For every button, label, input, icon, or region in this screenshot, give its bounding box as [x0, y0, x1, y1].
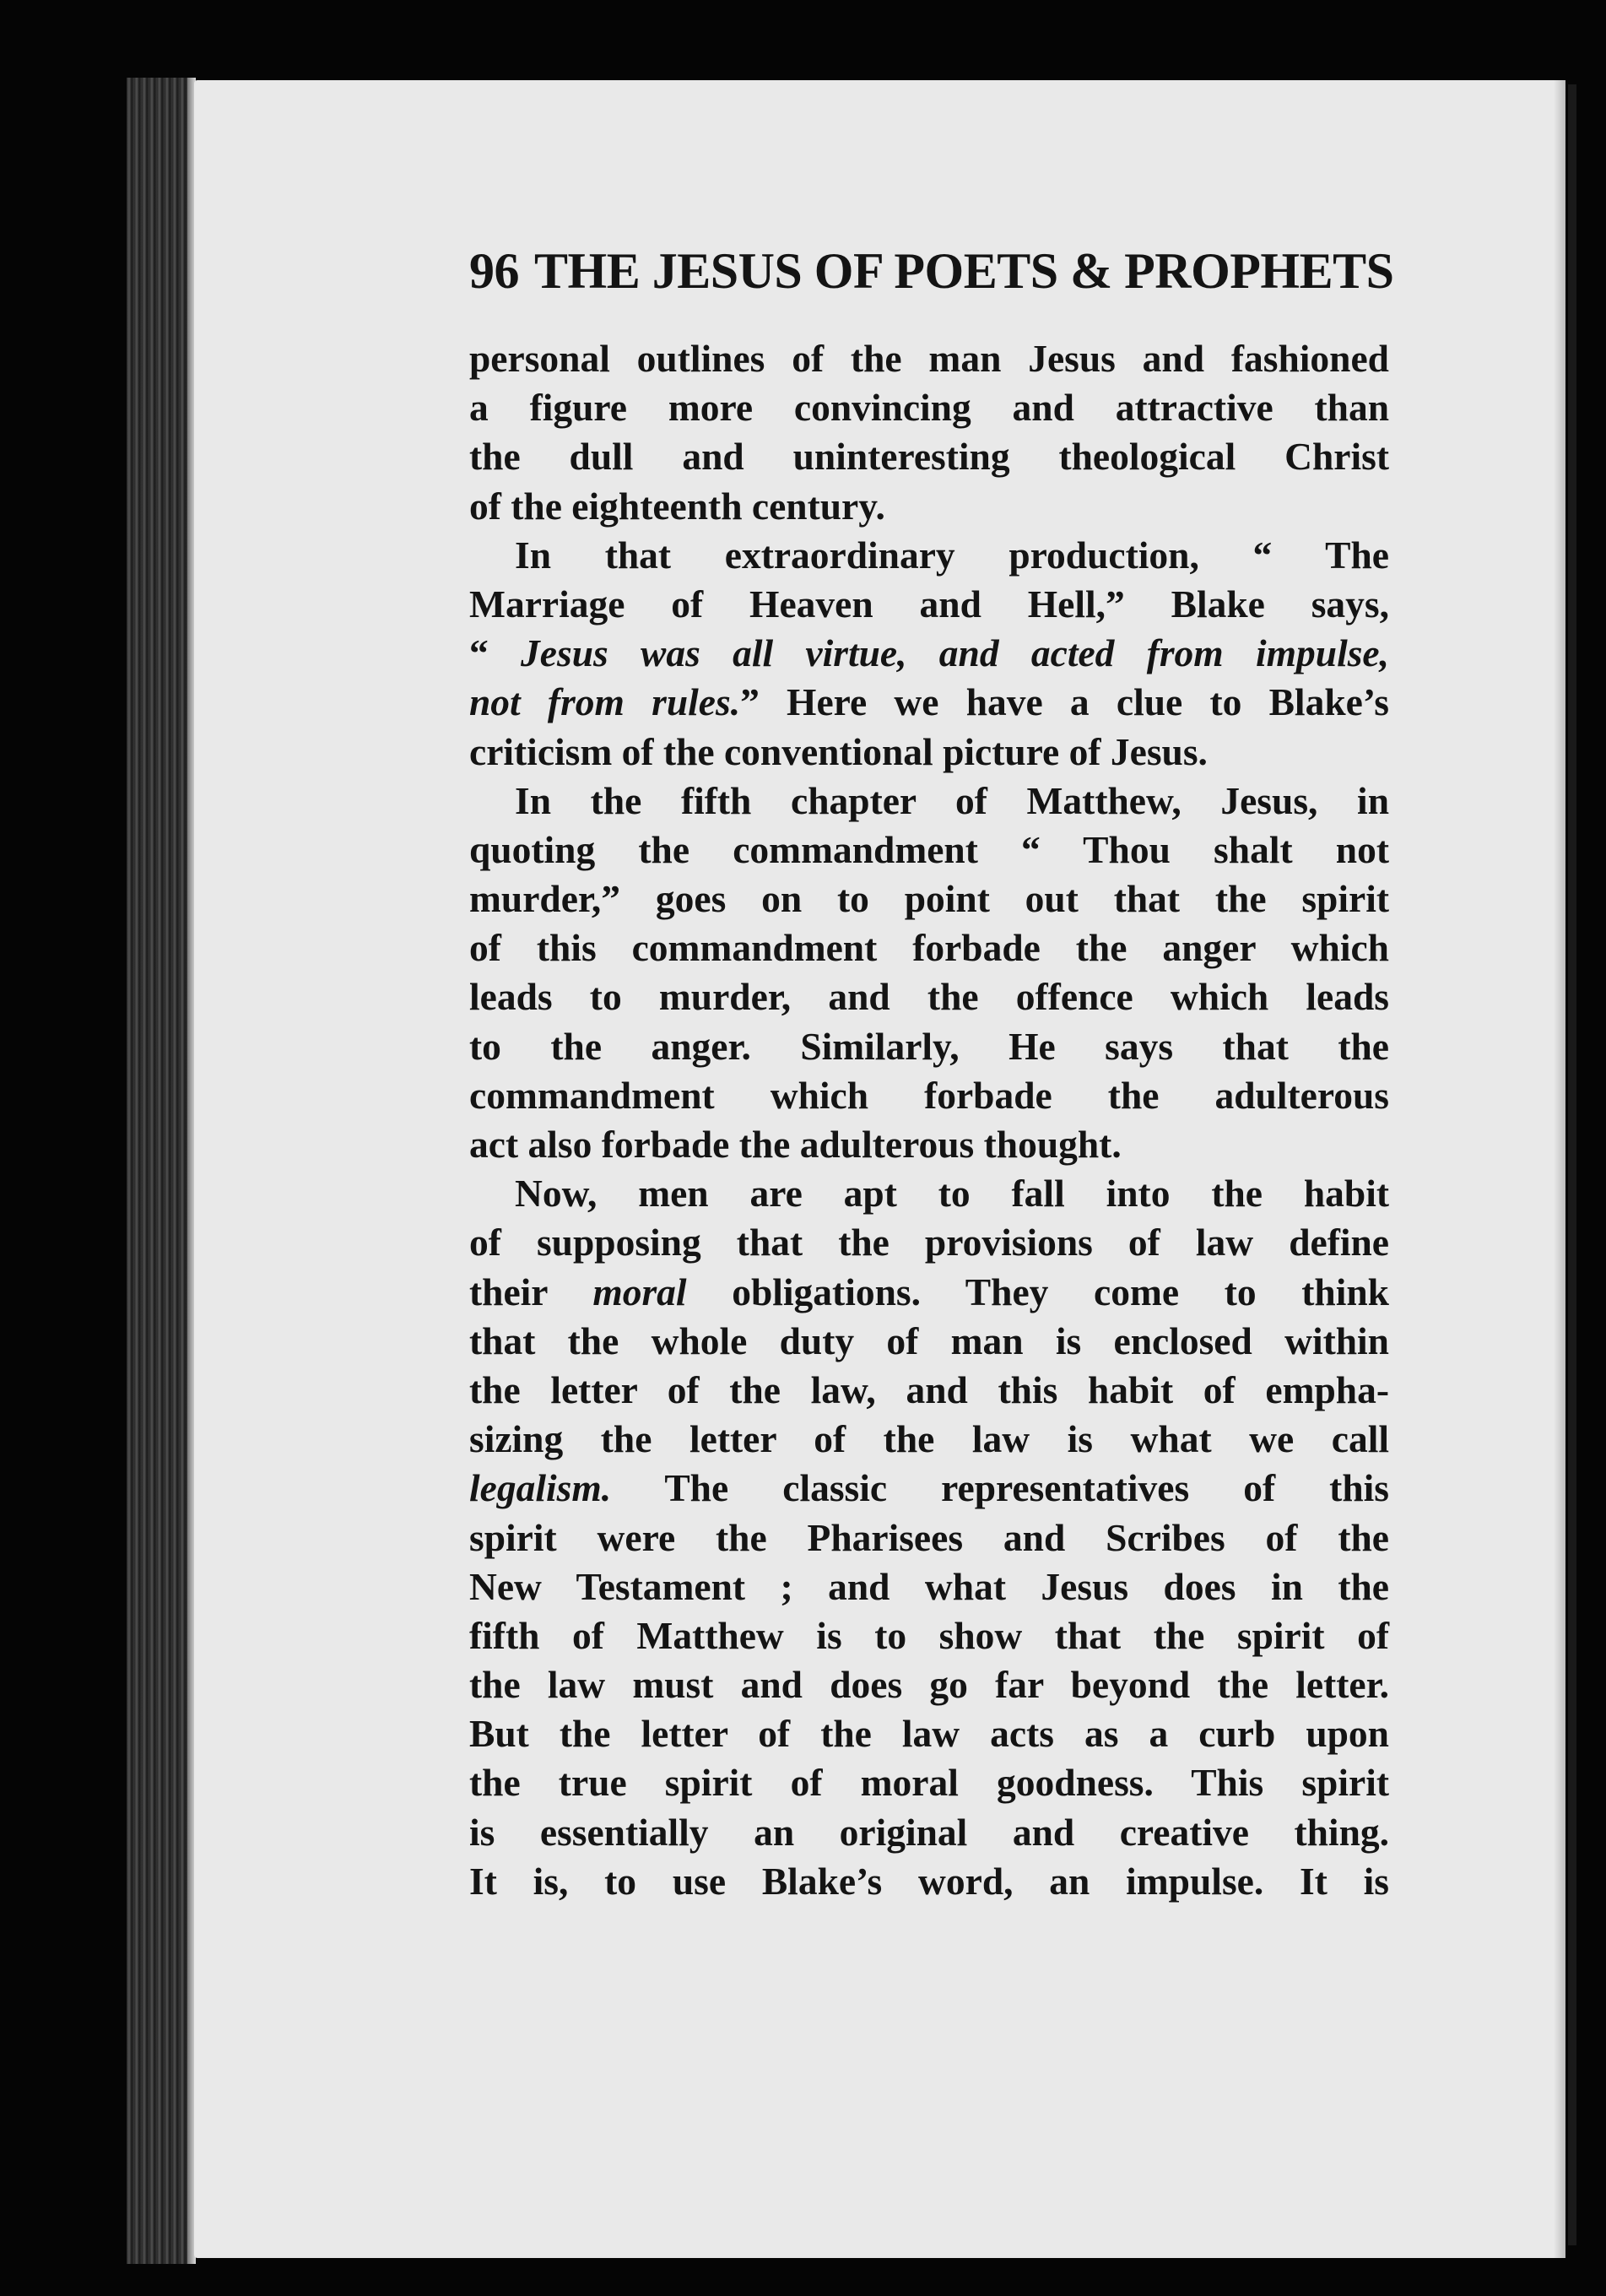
text-segment: spirit were the Pharisees and Scribes of the [469, 1515, 1389, 1559]
text-line [469, 1464, 1389, 1513]
running-title: THE JESUS OF POETS & PROPHETS [534, 243, 1394, 299]
text-segment: of this commandment forbade the anger which [469, 926, 1389, 970]
italic-text: moral [592, 1270, 687, 1313]
text-line [469, 1366, 1389, 1415]
text-segment: their [469, 1270, 593, 1313]
text-segment: the law must and does go far beyond the letter. [469, 1663, 1389, 1707]
italic-text: not from rules. [469, 680, 741, 724]
book-binding [127, 78, 194, 2264]
text-segment: obligations. They come to think [686, 1270, 1389, 1313]
text-segment: is essentially an original and creative thing. [469, 1810, 1389, 1854]
text-segment: murder,” goes on to point out that the spirit [469, 877, 1389, 921]
text-segment: In the fifth chapter of Matthew, Jesus, in [515, 778, 1389, 822]
text-segment: the letter of the law, and this habit of empha- [469, 1367, 1389, 1411]
text-segment: a figure more convincing and attractive than [469, 386, 1389, 430]
text-segment: fifth of Matthew is to show that the spirit of [469, 1613, 1389, 1657]
text-line [469, 923, 1389, 972]
text-segment: to the anger. Similarly, He says that the [469, 1024, 1389, 1068]
text-segment: In that extraordinary production, “ The [515, 533, 1389, 577]
text-line [469, 777, 1389, 826]
text-line [469, 334, 1389, 383]
text-line [469, 1071, 1389, 1120]
text-segment: act also forbade the adulterous thought. [469, 1123, 1122, 1166]
text-segment: commandment which forbade the adulterous [469, 1073, 1389, 1117]
text-segment: “ [469, 631, 522, 675]
text-segment: It is, to use Blake’s word, an impulse. It is [469, 1859, 1389, 1903]
text-line [469, 972, 1389, 1021]
text-segment: quoting the commandment “ Thou shalt not [469, 827, 1389, 871]
text-line [469, 826, 1389, 875]
text-line [469, 1611, 1389, 1660]
text-segment: ” Here we have a clue to Blake’s [740, 680, 1389, 724]
text-line [469, 629, 1389, 678]
text-segment: leads to murder, and the offence which leads [469, 975, 1389, 1019]
text-line [469, 1022, 1389, 1071]
italic-text: Jesus was all virtue, and acted from impulse, [521, 631, 1390, 675]
text-line [469, 1857, 1389, 1906]
text-segment: of the eighteenth century. [469, 484, 885, 528]
text-line [469, 1120, 1389, 1169]
text-segment: personal outlines of the man Jesus and fashioned [469, 337, 1389, 380]
text-line [469, 1514, 1389, 1562]
page-number: 96 [469, 243, 519, 299]
text-line [469, 1415, 1389, 1464]
text-line [469, 1808, 1389, 1857]
text-line [469, 1709, 1389, 1758]
text-line [469, 1562, 1389, 1611]
text-segment: But the letter of the law acts as a curb upon [469, 1712, 1389, 1756]
text-line [469, 875, 1389, 923]
text-segment: the dull and uninteresting theological Christ [469, 435, 1389, 479]
text-line [469, 482, 1389, 531]
text-segment: Now, men are apt to fall into the habit [515, 1172, 1389, 1216]
text-segment: that the whole duty of man is enclosed within [469, 1319, 1389, 1362]
text-line [469, 580, 1389, 629]
text-segment: New Testament ; and what Jesus does in the [469, 1564, 1389, 1608]
text-line [469, 1317, 1389, 1366]
text-line [469, 1758, 1389, 1807]
running-header [469, 242, 1394, 301]
text-line [469, 383, 1389, 432]
text-segment: criticism of the conventional picture of Jesus. [469, 729, 1208, 773]
text-line [469, 1660, 1389, 1709]
text-line [469, 432, 1389, 481]
page-right-edge [1568, 84, 1576, 2245]
text-segment: sizing the letter of the law is what we call [469, 1417, 1389, 1461]
text-line [469, 678, 1389, 727]
text-line [469, 1268, 1389, 1317]
text-line [469, 728, 1389, 777]
text-line [469, 1169, 1389, 1218]
text-segment: Marriage of Heaven and Hell,” Blake says, [469, 582, 1389, 625]
text-segment: The classic representatives of this [611, 1466, 1389, 1510]
page-shadow [1554, 80, 1565, 2258]
italic-text: legalism. [469, 1466, 612, 1510]
text-line [469, 531, 1389, 580]
text-segment: of supposing that the provisions of law define [469, 1221, 1389, 1264]
text-line [469, 1218, 1389, 1267]
text-segment: the true spirit of moral goodness. This spirit [469, 1761, 1389, 1805]
page-body-text [469, 334, 1389, 1906]
